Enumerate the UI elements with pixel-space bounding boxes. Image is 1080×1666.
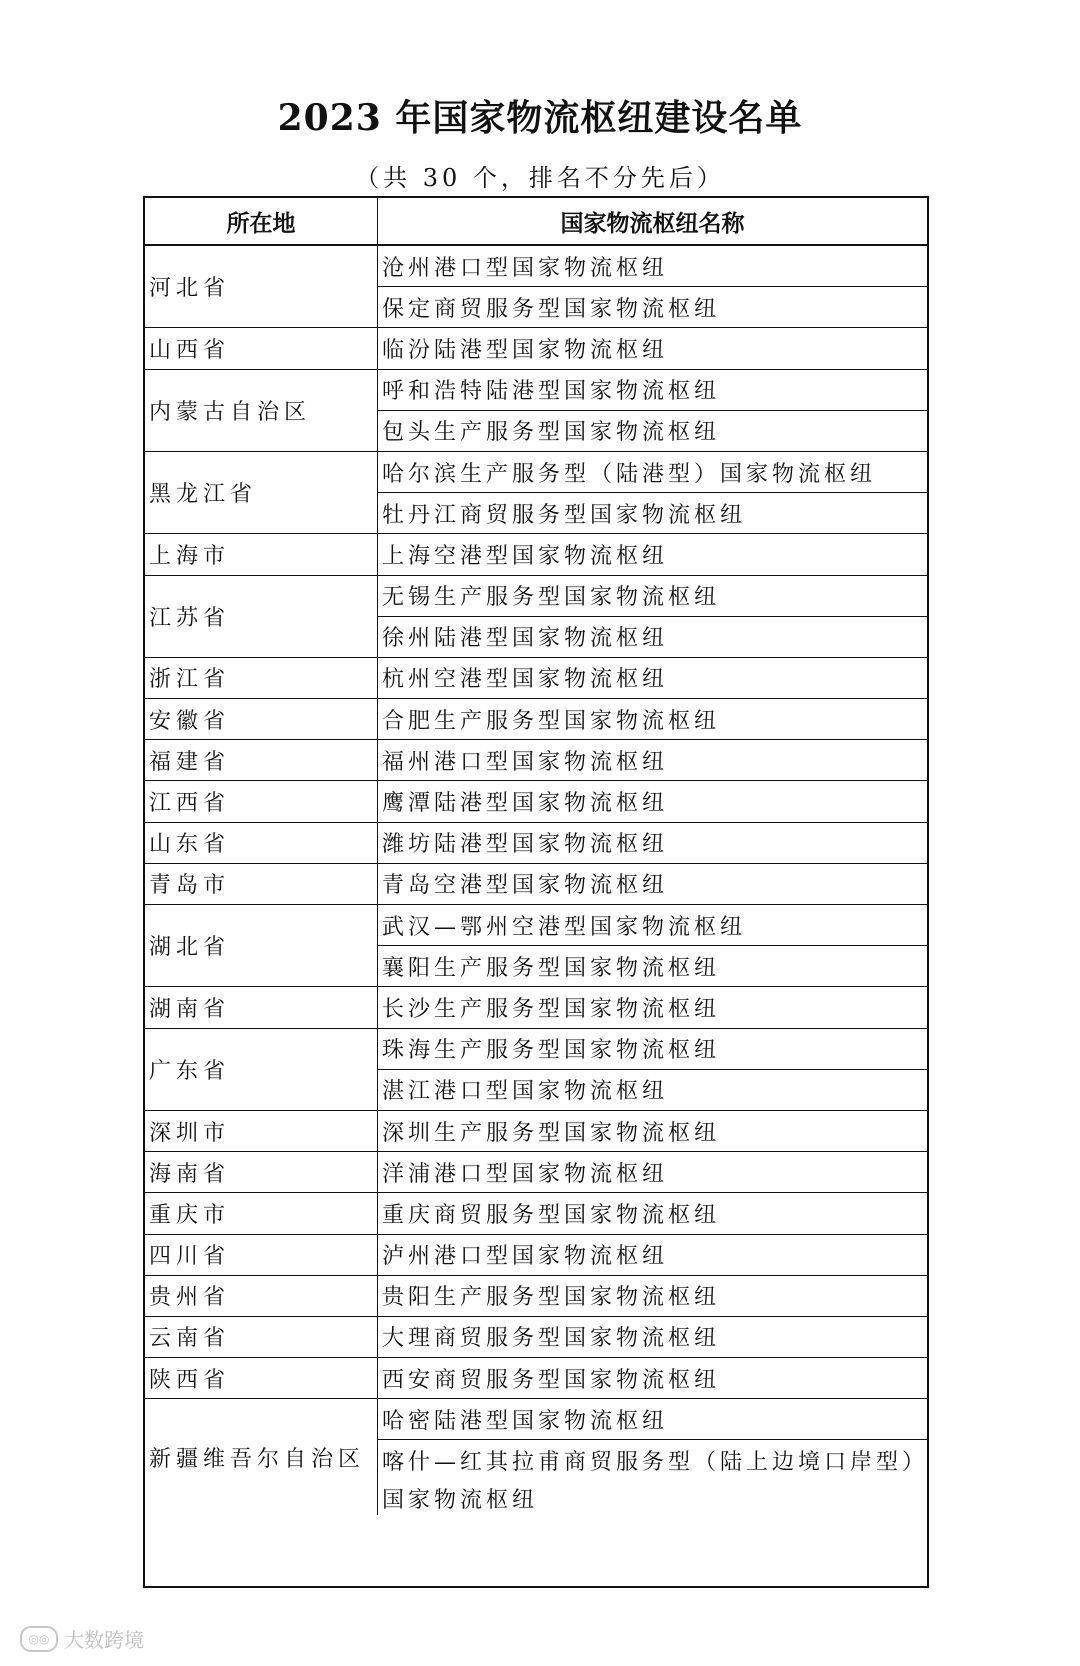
location-cell: 内蒙古自治区: [145, 370, 378, 452]
hub-name-cell: 哈密陆港型国家物流枢纽: [378, 1399, 927, 1440]
hub-name-cell: 无锡生产服务型国家物流枢纽: [378, 576, 927, 617]
location-cell: 云南省: [145, 1317, 378, 1358]
hub-name-cell: 贵阳生产服务型国家物流枢纽: [378, 1276, 927, 1317]
watermark-text: 大数跨境: [64, 1628, 144, 1652]
hub-name-cell: 青岛空港型国家物流枢纽: [378, 864, 927, 905]
hub-name-cell: 泸州港口型国家物流枢纽: [378, 1235, 927, 1276]
hub-name-cell: 保定商贸服务型国家物流枢纽: [378, 287, 927, 328]
hub-name-cell: 大理商贸服务型国家物流枢纽: [378, 1317, 927, 1358]
hub-name-cell: 哈尔滨生产服务型（陆港型）国家物流枢纽: [378, 452, 927, 493]
location-cell: 深圳市: [145, 1111, 378, 1152]
hub-name-cell: 临汾陆港型国家物流枢纽: [378, 328, 927, 369]
hub-table: [143, 196, 929, 1588]
location-cell: 陕西省: [145, 1358, 378, 1399]
hub-name-cell: 武汉—鄂州空港型国家物流枢纽: [378, 905, 927, 946]
location-cell: 黑龙江省: [145, 452, 378, 534]
location-cell: 山东省: [145, 823, 378, 864]
hub-name-cell: 上海空港型国家物流枢纽: [378, 534, 927, 575]
hub-name-cell: 西安商贸服务型国家物流枢纽: [378, 1358, 927, 1399]
hub-name-cell: 湛江港口型国家物流枢纽: [378, 1070, 927, 1111]
location-cell: 贵州省: [145, 1276, 378, 1317]
hub-name-cell: 沧州港口型国家物流枢纽: [378, 246, 927, 287]
location-cell: 江苏省: [145, 576, 378, 658]
watermark-logo-icon: ◎◎: [20, 1626, 58, 1652]
document-subtitle: （共 30 个，排名不分先后）: [355, 164, 725, 192]
hub-name-cell: 徐州陆港型国家物流枢纽: [378, 617, 927, 658]
location-cell: 安徽省: [145, 699, 378, 740]
location-cell: 上海市: [145, 534, 378, 575]
header-location: 所在地: [145, 198, 378, 246]
hub-name-cell: 襄阳生产服务型国家物流枢纽: [378, 946, 927, 987]
hub-name-cell: 杭州空港型国家物流枢纽: [378, 658, 927, 699]
hub-name-cell: 包头生产服务型国家物流枢纽: [378, 411, 927, 452]
location-cell: 广东省: [145, 1029, 378, 1111]
hub-name-cell: 牡丹江商贸服务型国家物流枢纽: [378, 493, 927, 534]
location-cell: 湖北省: [145, 905, 378, 987]
location-cell: 山西省: [145, 328, 378, 369]
hub-name-cell: 潍坊陆港型国家物流枢纽: [378, 823, 927, 864]
location-cell: 新疆维吾尔自治区: [145, 1399, 378, 1515]
hub-name-cell: 珠海生产服务型国家物流枢纽: [378, 1029, 927, 1070]
hub-name-cell: 合肥生产服务型国家物流枢纽: [378, 699, 927, 740]
location-cell: 河北省: [145, 246, 378, 328]
location-cell: 四川省: [145, 1235, 378, 1276]
document-title: 2023 年国家物流枢纽建设名单: [277, 97, 803, 139]
location-cell: 青岛市: [145, 864, 378, 905]
hub-name-cell: 长沙生产服务型国家物流枢纽: [378, 987, 927, 1028]
hub-name-cell: 福州港口型国家物流枢纽: [378, 740, 927, 781]
location-cell: 福建省: [145, 740, 378, 781]
location-cell: 重庆市: [145, 1193, 378, 1234]
location-cell: 海南省: [145, 1152, 378, 1193]
location-cell: 浙江省: [145, 658, 378, 699]
watermark: [20, 1624, 144, 1653]
header-hub-name: 国家物流枢纽名称: [378, 198, 927, 246]
hub-name-cell: 重庆商贸服务型国家物流枢纽: [378, 1193, 927, 1234]
hub-name-cell: 呼和浩特陆港型国家物流枢纽: [378, 370, 927, 411]
hub-name-cell: 鹰潭陆港型国家物流枢纽: [378, 781, 927, 822]
location-cell: 湖南省: [145, 987, 378, 1028]
hub-name-cell: 深圳生产服务型国家物流枢纽: [378, 1111, 927, 1152]
location-cell: 江西省: [145, 781, 378, 822]
hub-name-cell: 喀什—红其拉甫商贸服务型（陆上边境口岸型）国家物流枢纽: [382, 1450, 918, 1514]
hub-name-cell: 洋浦港口型国家物流枢纽: [378, 1152, 927, 1193]
